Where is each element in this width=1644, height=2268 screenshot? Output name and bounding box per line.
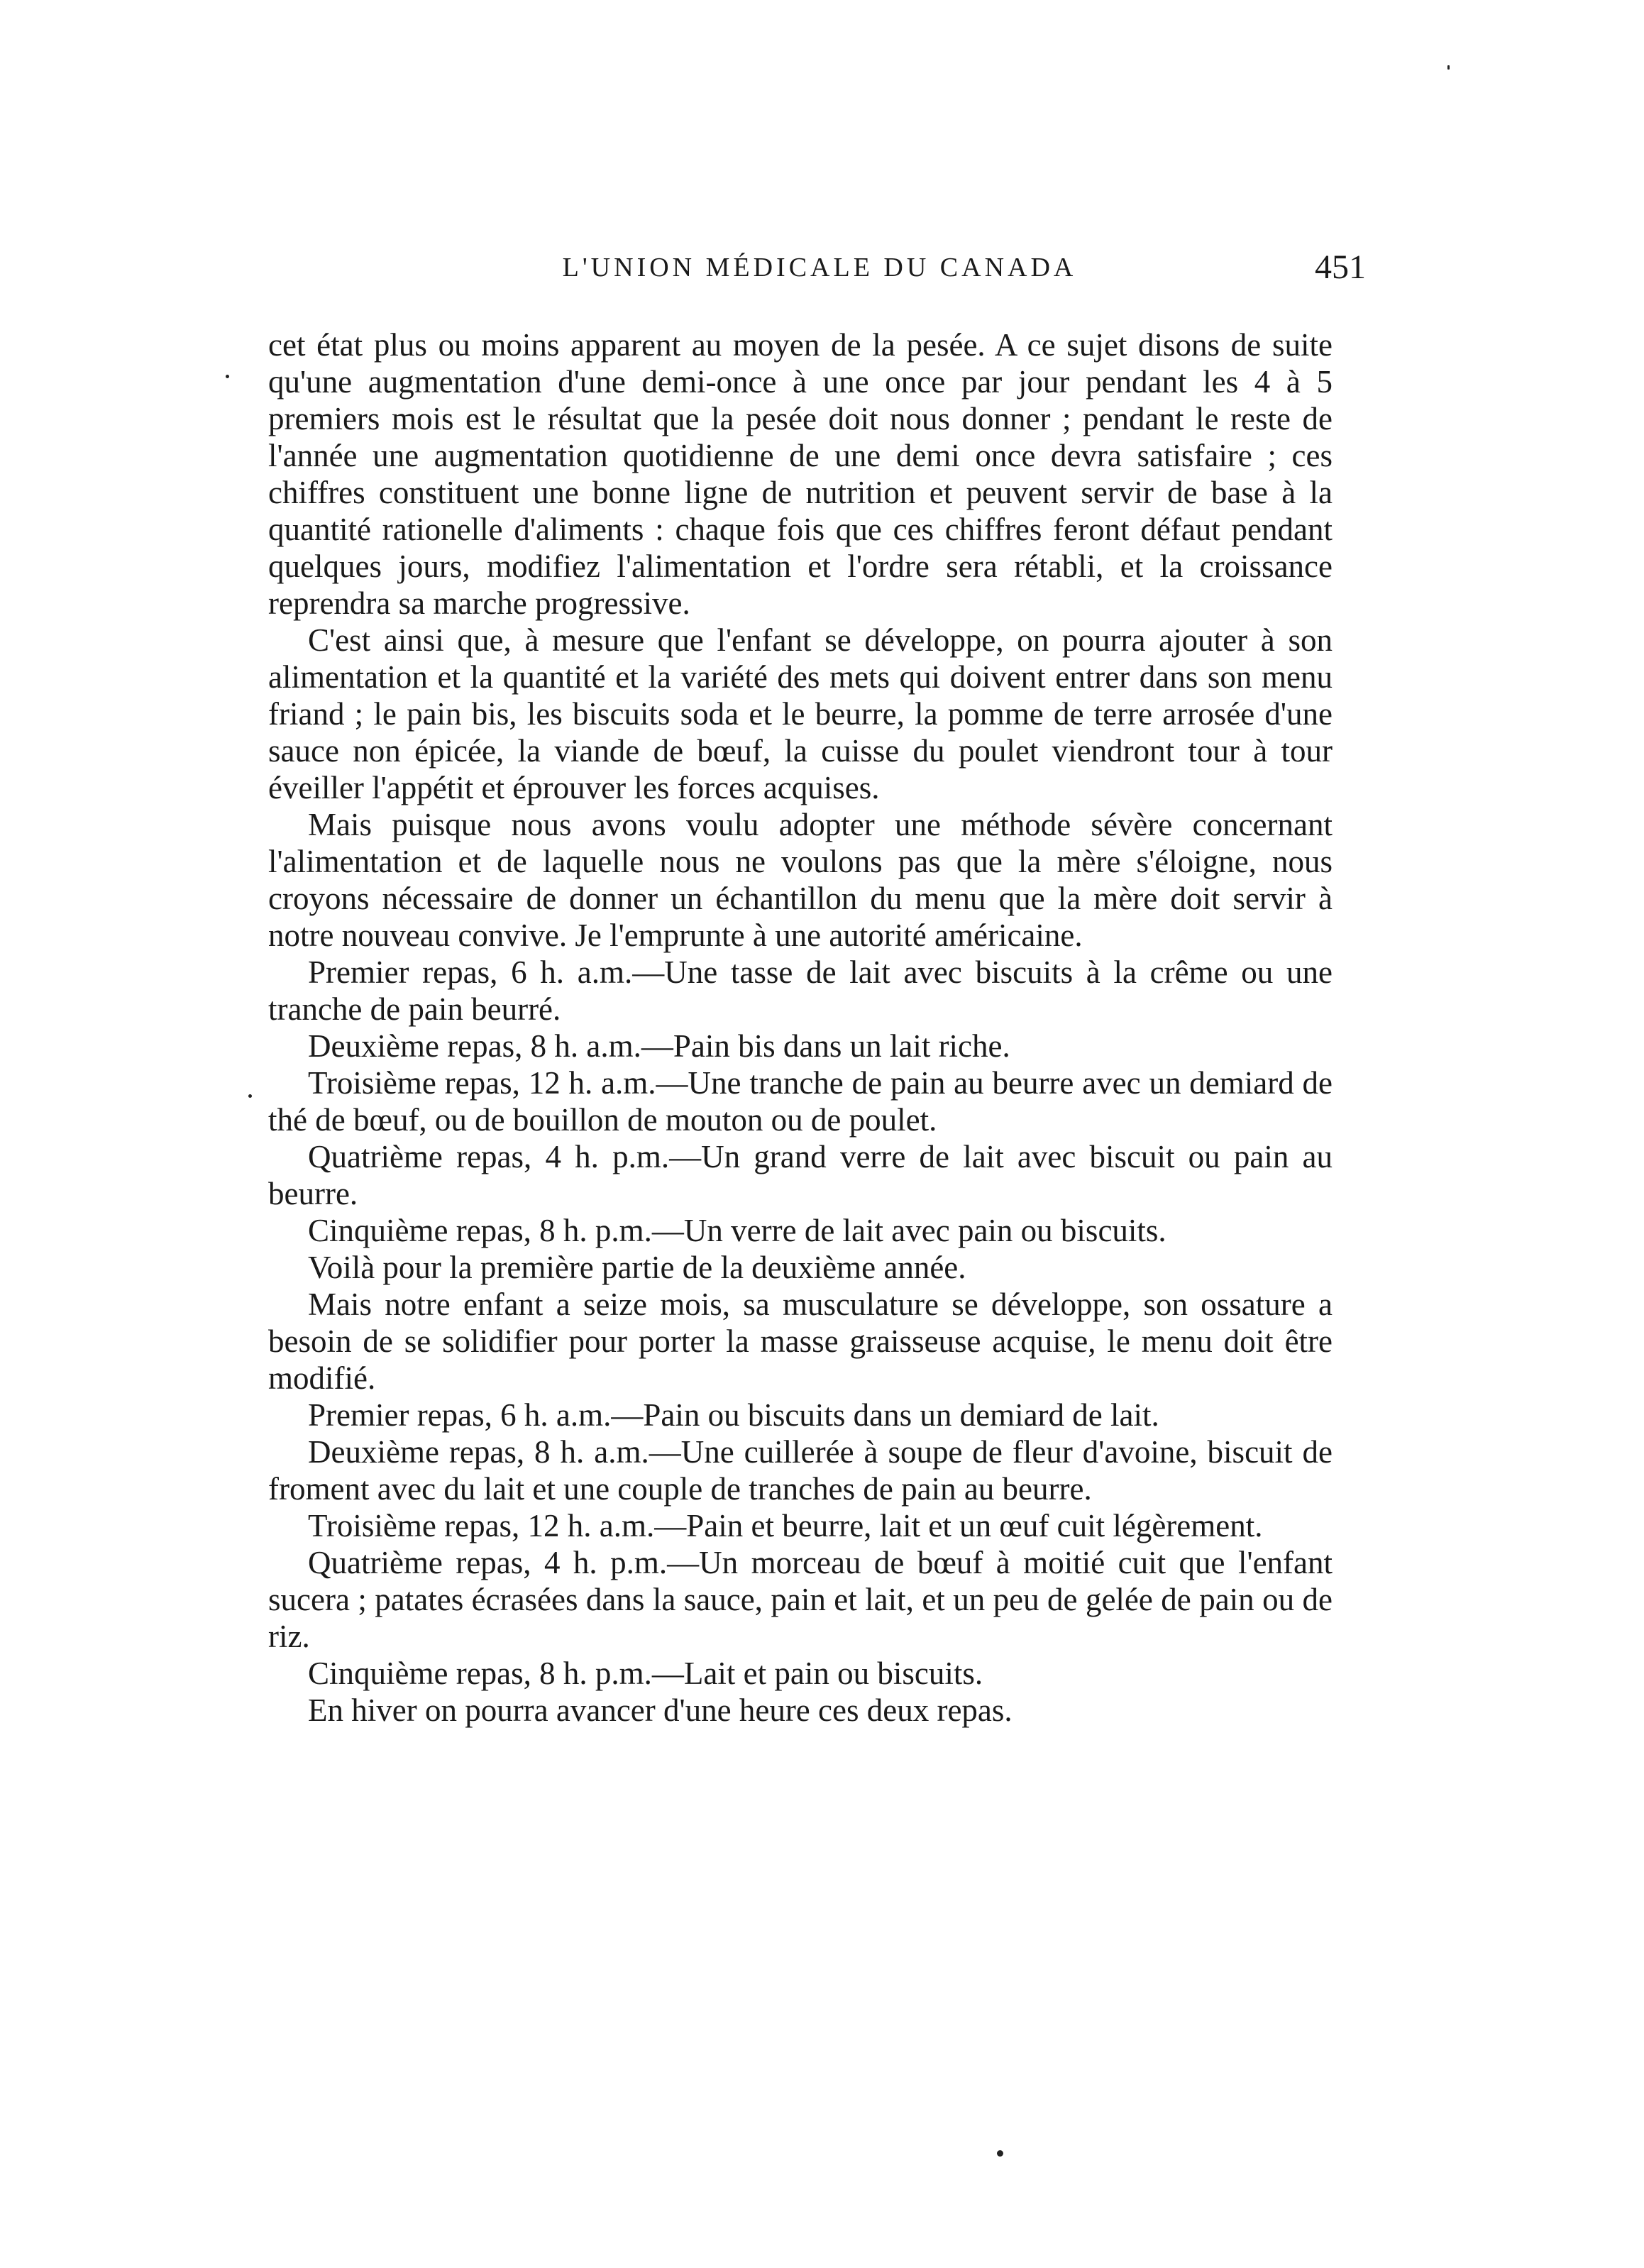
ink-speck: [226, 375, 229, 378]
page-number: 451: [1315, 248, 1366, 286]
paragraph: Voilà pour la première partie de la deuxième année.: [308, 1250, 966, 1285]
paragraph: Mais puisque nous avons voulu adopter une méthode sévère concernant l'alimentation et de laquelle nous ne voulons pas que la mère s'éloigne, nous croyons nécessaire de donner un échantillon du menu que la mère doit servir à notre nouveau convive. Je l'emprunte à une autorité américaine.: [268, 807, 1333, 953]
menu-item: Premier repas, 6 h. a.m.—Une tasse de lait avec biscuits à la crême ou une tranche de pain beurré.: [268, 954, 1333, 1027]
ink-speck: [997, 2150, 1003, 2157]
ink-speck: [248, 1094, 252, 1098]
menu-item: Troisième repas, 12 h. a.m.—Une tranche de pain au beurre avec un demiard de thé de bœuf, ou de bouillon de mouton ou de poulet.: [268, 1065, 1333, 1138]
running-title: L'UNION MÉDICALE DU CANADA: [562, 253, 1077, 282]
menu-item: Quatrième repas, 4 h. p.m.—Un morceau de bœuf à moitié cuit que l'enfant sucera ; patates écrasées dans la sauce, pain et lait, et un peu de gelée de pain ou de riz.: [268, 1545, 1333, 1654]
menu-item: Deuxième repas, 8 h. a.m.—Pain bis dans un lait riche.: [308, 1028, 1010, 1064]
paragraph: cet état plus ou moins apparent au moyen de la pesée. A ce sujet disons de suite qu'une augmentation d'une demi-once à une once par jour pendant les 4 à 5 premiers mois est le résultat que la pesée doit nous donner ; pendant le reste de l'année une augmentation quotidienne de une demi once devra satisfaire ; ces chiffres constituent une bonne ligne de nutrition et peuvent servir de base à la quantité rationelle d'aliments : chaque fois que ces chiffres feront défaut pendant quelques jours, modifiez l'alimentation et l'ordre sera rétabli, et la croissance reprendra sa marche progressive.: [268, 327, 1333, 621]
menu-item: Cinquième repas, 8 h. p.m.—Un verre de lait avec pain ou biscuits.: [308, 1213, 1166, 1248]
body-text: [268, 326, 1333, 1729]
paragraph: C'est ainsi que, à mesure que l'enfant se développe, on pourra ajouter à son alimentation et la quantité et la variété des mets qui doivent entrer dans son menu friand ; le pain bis, les biscuits soda et le beurre, la pomme de terre arrosée d'une sauce non épicée, la viande de bœuf, la cuisse du poulet viendront tour à tour éveiller l'appétit et éprouver les forces acquises.: [268, 622, 1333, 805]
menu-item: Cinquième repas, 8 h. p.m.—Lait et pain ou biscuits.: [308, 1656, 983, 1691]
menu-item: Deuxième repas, 8 h. a.m.—Une cuillerée à soupe de fleur d'avoine, biscuit de froment avec du lait et une couple de tranches de pain au beurre.: [268, 1434, 1333, 1507]
menu-item: Quatrième repas, 4 h. p.m.—Un grand verre de lait avec biscuit ou pain au beurre.: [268, 1139, 1333, 1211]
paragraph: Mais notre enfant a seize mois, sa musculature se développe, son ossature a besoin de se solidifier pour porter la masse graisseuse acquise, le menu doit être modifié.: [268, 1287, 1333, 1396]
ink-speck: [1447, 65, 1450, 70]
menu-item: Premier repas, 6 h. a.m.—Pain ou biscuits dans un demiard de lait.: [308, 1397, 1159, 1433]
menu-item: Troisième repas, 12 h. a.m.—Pain et beurre, lait et un œuf cuit légèrement.: [308, 1508, 1263, 1543]
running-head: [273, 248, 1366, 302]
paragraph: En hiver on pourra avancer d'une heure ces deux repas.: [308, 1692, 1013, 1728]
